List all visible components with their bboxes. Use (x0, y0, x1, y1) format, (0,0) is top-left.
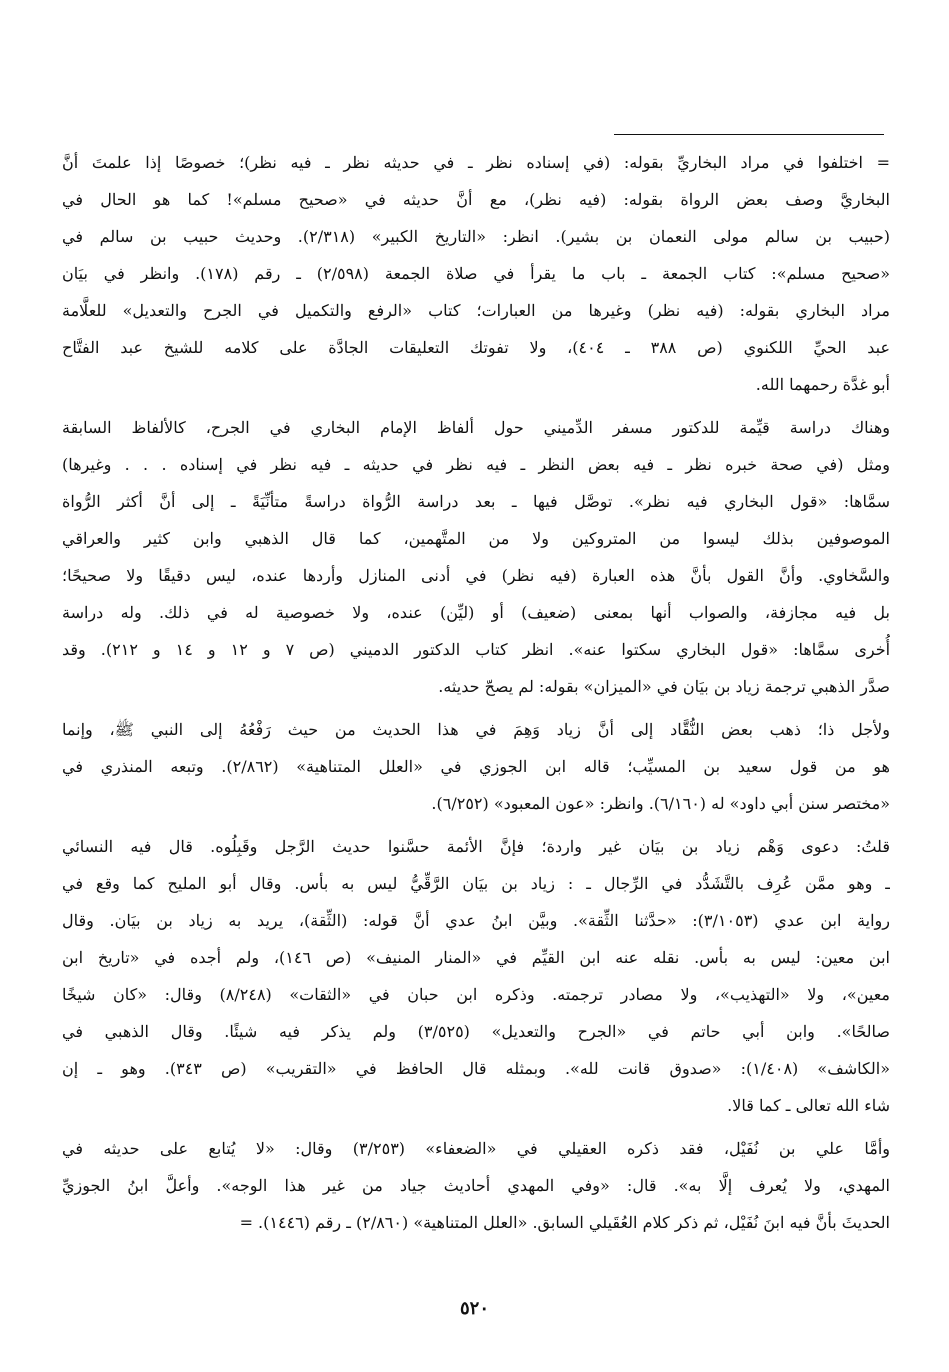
text-line: أبو غدَّة رحمهما الله. (755, 375, 890, 394)
text-line: صدَّر الذهبي ترجمة زياد بن بيَان في «الميزان» بقوله: لم يصحّ حديثه. (438, 677, 890, 696)
text-line: صالحًا». وابن أبي حاتم في «الجرح والتعديل» (٣/٥٢٥) ولم يذكر فيه شيئًا. وقال الذهبي في (62, 1022, 890, 1041)
text-line: بل فيه مجازفة، والصواب أنها بمعنى (ضعيف) أو (ليِّن) عنده، ولا خصوصية له في ذلك. وله دراسة (62, 603, 890, 622)
text-line: المهدي، ولا يُعرف إلَّا به». قال: «وفي المهدي أحاديث جياد من غير هذا الوجه». وأعلَّ ابنُ الجوزيِّ (62, 1176, 890, 1195)
footnote-paragraph-5 (62, 1130, 890, 1241)
text-line: أُخرى سمَّاها: «قول البخاري سكتوا عنه». انظر كتاب الدكتور الدميني (ص ٧ و ١٢ و ١٤ و ٢١٢). وقد (62, 640, 890, 659)
footnote-body (62, 144, 890, 1241)
text-line: ومثل (في صحة خبره نظر ـ فيه بعض النظر ـ فيه نظر في حديثه ـ فيه نظر في إسناده . . . وغيرها) (62, 455, 890, 474)
footnote-paragraph-1 (62, 144, 890, 403)
text-line: = اختلفوا في مراد البخاريِّ بقوله: (في إسناده نظر ـ في حديثه نظر ـ فيه نظر)؛ خصوصًا إذا علمتَ أنَّ (62, 153, 890, 172)
footnote-separator-rule (614, 134, 884, 135)
footnote-paragraph-2 (62, 409, 890, 705)
text-line: وأمَّا علي بن نُفَيْل، فقد ذكره العقيلي في «الضعفاء» (٣/٢٥٣) وقال: «لا يُتابع على حديثه في (62, 1139, 890, 1158)
text-line: «الكاشف» (١/٤٠٨): «صدوق قانت لله». وبمثله قال الحافظ في «التقريب» (ص ٣٤٣). وهو ـ إن (62, 1059, 890, 1078)
text-line: الحديثَ بأنَّ فيه ابنَ نُفَيْل، ثم ذكر كلام العُقَيلي السابق. «العلل المتناهية» (٢/٨٦٠) ـ رقم (١٤٤٦). = (239, 1213, 890, 1232)
text-line: عبد الحيِّ اللكنوي (ص ٣٨٨ ـ ٤٠٤)، ولا تفوتك التعليقات الجادَّة على كلامه للشيخ عبد الفتَّاح (62, 338, 890, 357)
text-line: هو من قول سعيد بن المسيِّب؛ قاله ابن الجوزي في «العلل المتناهية» (٢/٨٦٢). وتبعه المنذري في (62, 757, 890, 776)
footnote-paragraph-4 (62, 828, 890, 1124)
text-line: البخاريَّ وصف بعض الرواة بقوله: (فيه نظر)، مع أنَّ حديثه في «صحيح مسلم»! كما هو الحال في (62, 190, 890, 209)
footnote-paragraph-3 (62, 711, 890, 822)
page-number: ٥٢٠ (459, 1298, 489, 1319)
text-line: معين»، ولا «التهذيب»، ولا مصادر ترجمته. وذكره ابن حبان في «الثقات» (٨/٢٤٨) وقال: «كان شيخًا (62, 985, 890, 1004)
text-line: الموصوفين بذلك ليسوا من المتروكين ولا من المتَّهمين، كما قال الذهبي وابن كثير والعراقي (62, 529, 890, 548)
text-line: «صحيح مسلم»: كتاب الجمعة ـ باب ما يقرأ في صلاة الجمعة (٢/٥٩٨) ـ رقم (١٧٨). وانظر في بيَان (62, 264, 890, 283)
text-line: شاء الله تعالى ـ كما قالا. (727, 1096, 890, 1115)
text-line: مراد البخاري بقوله: (فيه نظر) وغيرها من العبارات؛ كتاب «الرفع والتكميل في الجرح والتعديل» للعلَّامة (62, 301, 890, 320)
text-line: ابن معين: ليس به بأس. نقله عنه ابن القيِّم في «المنار المنيف» (ص ١٤٦)، ولم أجده في «تاريخ ابن (62, 948, 890, 967)
text-line: ـ وهو ممَّن عُرِف بالتَّشَدُّد في الرِّجال ـ : زياد بن بيَان الرَّقِّيُّ ليس به بأس. وقال أبو المليح كما وقع في (62, 874, 890, 893)
text-line: وهناك دراسة قيِّمة للدكتور مسفر الدِّميني حول ألفاظ الإمام البخاري في الجرح، كالألفاظ السابقة (62, 418, 890, 437)
text-line: «مختصر سنن أبي داود» له (٦/١٦٠). وانظر: «عون المعبود» (٦/٢٥٢). (431, 794, 890, 813)
text-line: (حبيب بن سالم مولى النعمان بن بشير). انظر: «التاريخ الكبير» (٢/٣١٨). وحديث حبيب بن سالم في (62, 227, 890, 246)
text-line: ولأجل ذا؛ ذهب بعض النُّقَّاد إلى أنَّ زياد وَهِمَ في هذا الحديث من حيث رَفْعُهُ إلى النبي ﷺ، وإنما (62, 720, 890, 739)
text-line: قلتُ: دعوى وَهْم زياد بن بيَان غير واردة؛ فإنَّ الأئمة حسَّنوا حديث الرَّجل وقَبِلُوه. قال فيه النسائي (62, 837, 890, 856)
text-line: سمَّاها: «قول البخاري فيه نظر». توصَّل فيها ـ بعد دراسة الرُّواة دراسةً متأنِّيَةً ـ إلى أنَّ أكثر الرُّواة (62, 492, 890, 511)
text-line: رواية ابن عدي (٣/١٠٥٣): «حدَّثنا الثِّقة». وبيَّن ابنُ عدي أنَّ قوله: (الثِّقة)، يريد به زياد بن بيَان. وقال (62, 911, 890, 930)
text-line: والسَّخاوي. وأنَّ القول بأنَّ هذه العبارة (فيه نظر) في أدنى المنازل وأردها عنده، ليس دقيقًا ولا صحيحًا؛ (62, 566, 890, 585)
